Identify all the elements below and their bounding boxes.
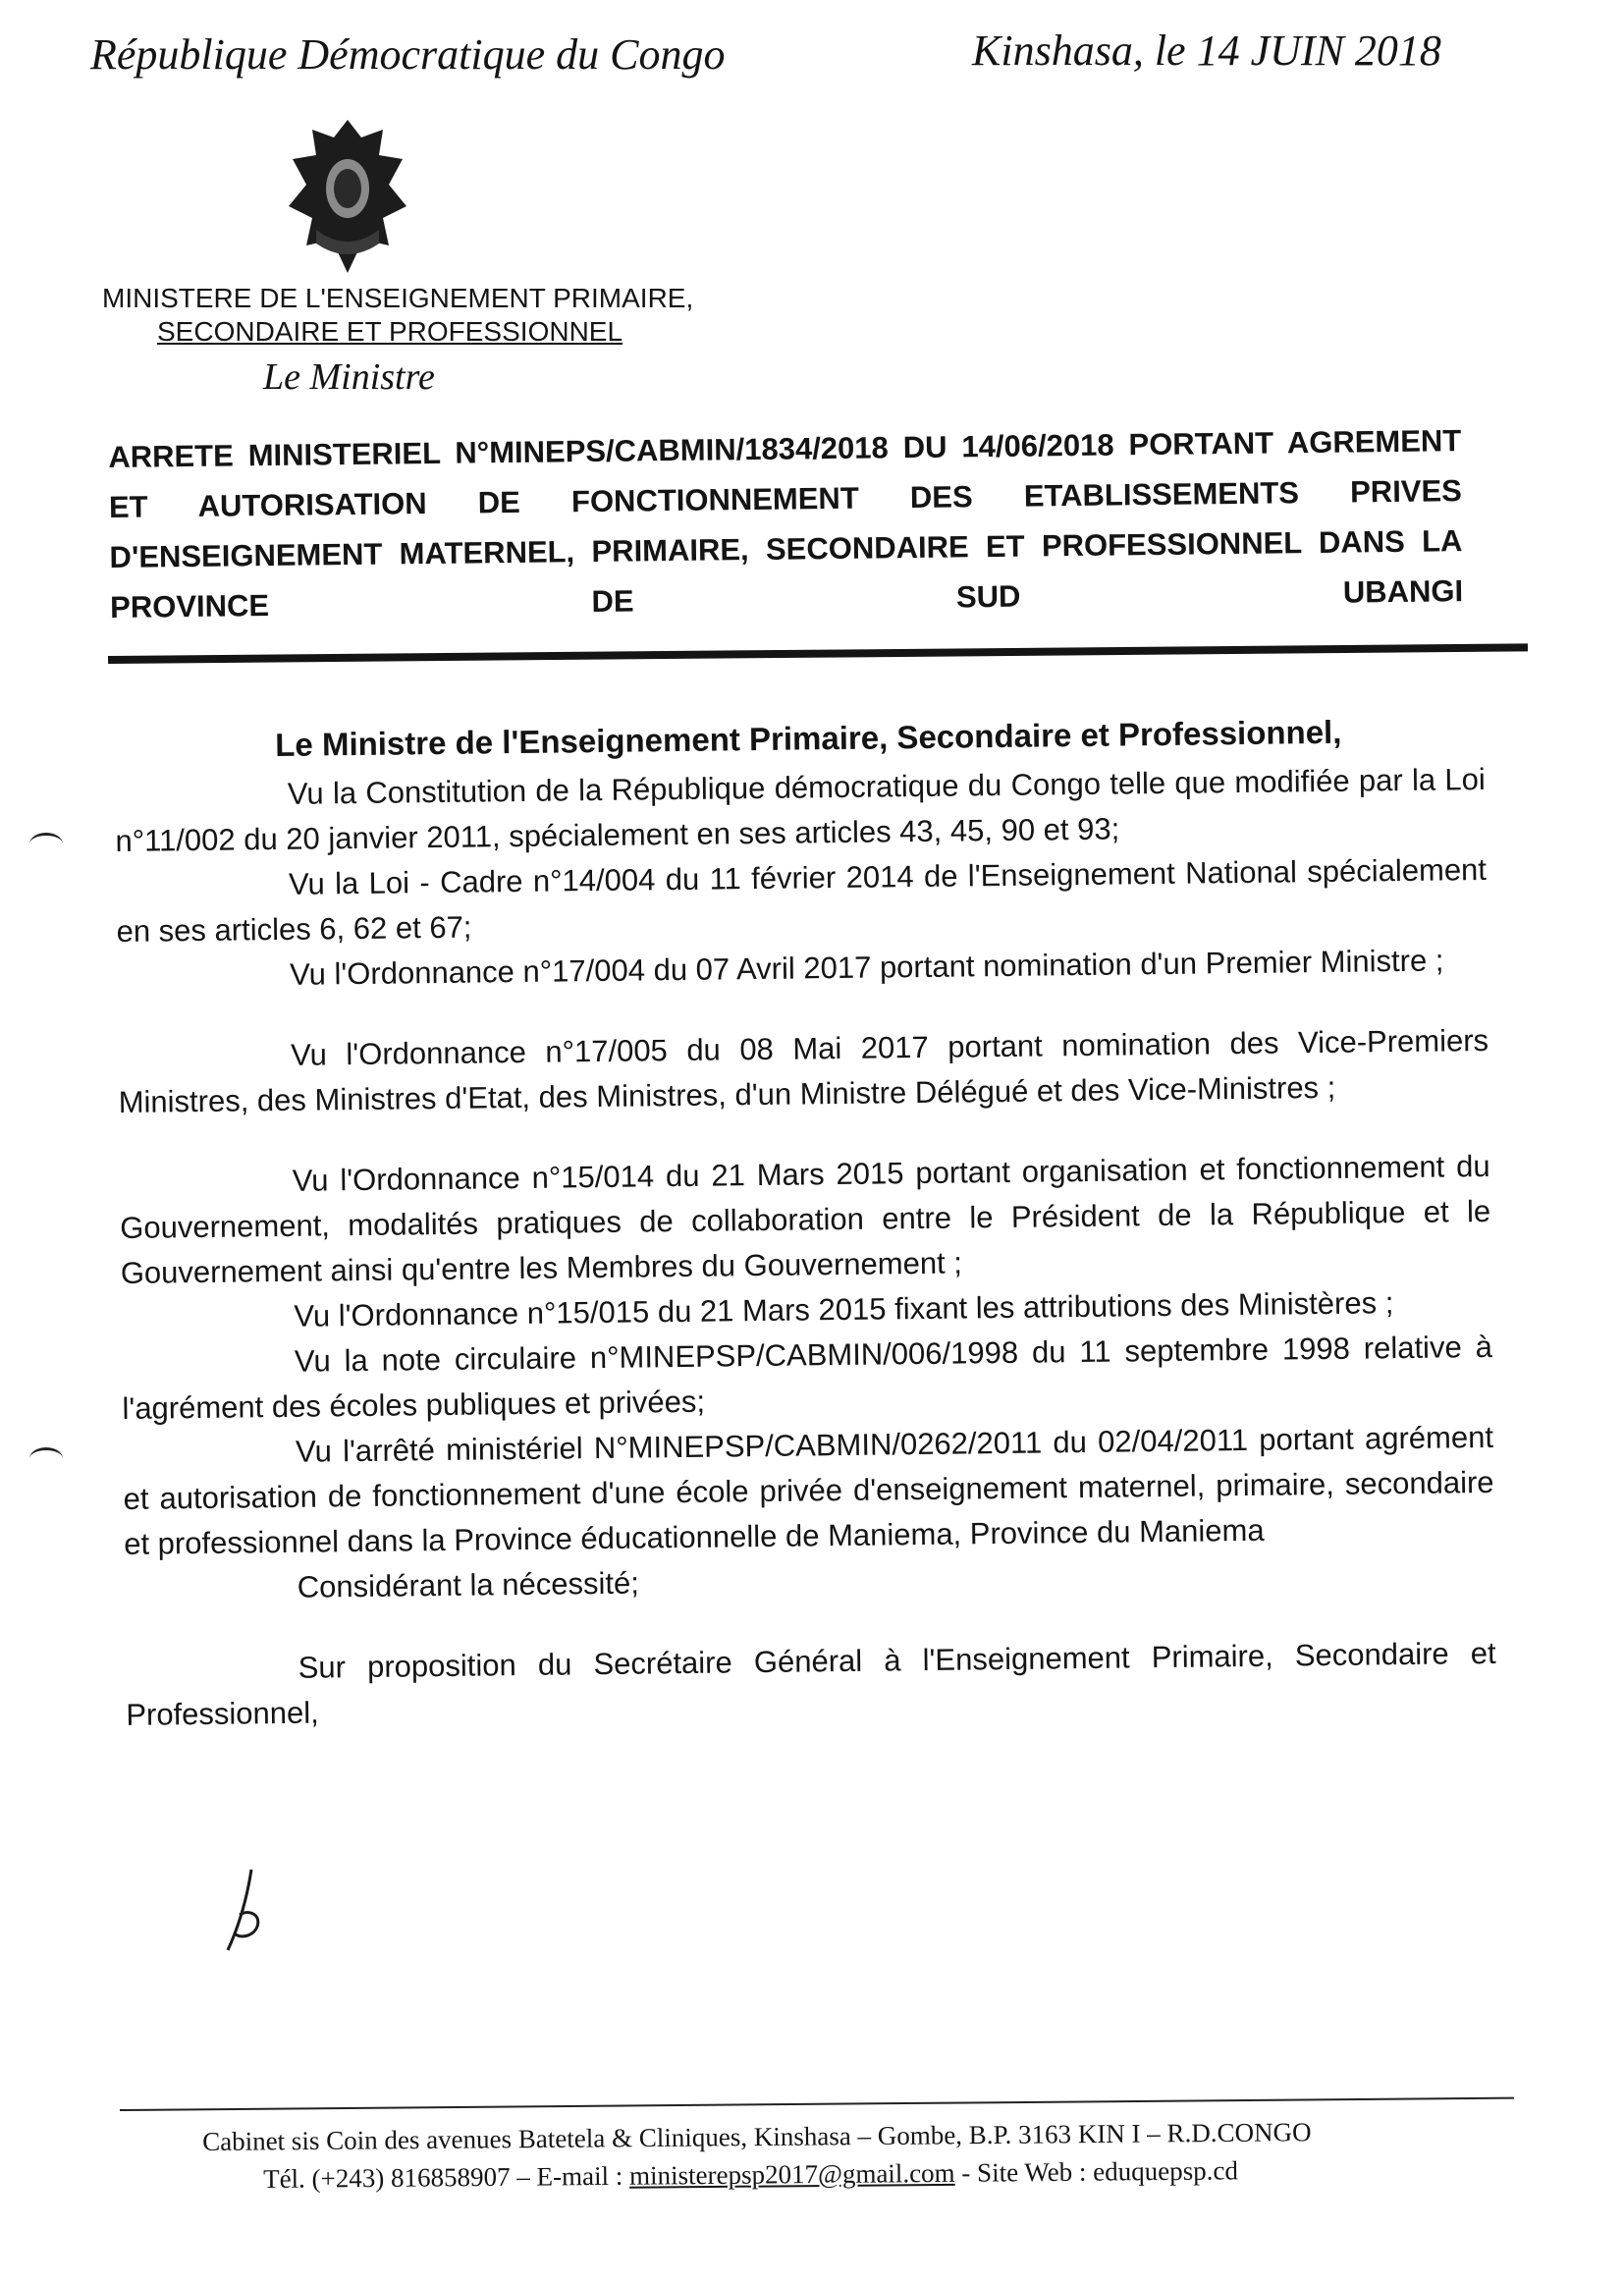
paragraph-proposition: Sur proposition du Secrétaire Général à l'Enseignement Primaire, Secondaire et Professionnel, (126, 1635, 1496, 1732)
paragraph-considerant: Considérant la nécessité; (297, 1565, 640, 1604)
footer-divider (120, 2097, 1514, 2111)
paragraph-note-circulaire: Vu la note circulaire n°MINEPSP/CABMIN/006/1998 du 11 septembre 1998 relative à l'agrément des écoles publiques et privées; (122, 1329, 1493, 1426)
footer-phone: Tél. (+243) 816858907 – E-mail : (263, 2160, 630, 2194)
ministry-name-line2: SECONDAIRE ET PROFESSIONNEL (157, 316, 623, 347)
ministry-name-line1: MINISTERE DE L'ENSEIGNEMENT PRIMAIRE, (102, 283, 694, 313)
footer-contact (263, 2155, 1238, 2195)
paragraph-ordonnance-premier-ministre: Vu l'Ordonnance n°17/004 du 07 Avril 2017 portant nomination d'un Premier Ministre ; (289, 943, 1444, 992)
margin-mark (29, 1447, 63, 1470)
republic-header: République Démocratique du Congo (90, 30, 726, 79)
paragraph-ordonnance-organisation: Vu l'Ordonnance n°15/014 du 21 Mars 2015 portant organisation et fonctionnement du Gouvernement, modalités pratiques de collaboration entre le Président de la République et le Gouvernement ainsi qu'entre les Membres du Gouvernement ; (120, 1148, 1491, 1290)
footer-website: - Site Web : eduquepsp.cd (954, 2155, 1239, 2188)
coat-of-arms-icon (287, 116, 408, 281)
margin-mark (29, 833, 63, 855)
paragraph-ordonnance-vice-premiers: Vu l'Ordonnance n°17/005 du 08 Mai 2017 portant nomination des Vice-Premiers Ministres, des Ministres d'Etat, des Ministres, d'un Ministre Délégué et des Vice-Ministres ; (118, 1022, 1489, 1119)
paragraph-arrete-maniema: Vu l'arrêté ministériel N°MINEPSP/CABMIN/0262/2011 du 02/04/2011 portant agrément et autorisation de fonctionnement d'une école privée d'enseignement maternel, primaire, secondaire et professionnel dans la Province éducationnelle de Maniema, Province du Maniema (123, 1419, 1494, 1561)
footer-address: Cabinet sis Coin des avenues Batetela & Cliniques, Kinshasa – Gombe, B.P. 3163 KIN I – R.D.CONGO (202, 2117, 1312, 2156)
title-divider (108, 643, 1528, 664)
paragraph-loi-cadre: Vu la Loi - Cadre n°14/004 du 11 février 2014 de l'Enseignement National spécialement en ses articles 6, 62 et 67; (116, 851, 1488, 949)
footer-email-link[interactable]: ministerepsp2017@gmail.com (628, 2157, 955, 2191)
body-heading: Le Ministre de l'Enseignement Primaire, Secondaire et Professionnel, (275, 713, 1342, 763)
paragraph-constitution: Vu la Constitution de la République démocratique du Congo telle que modifiée par la Loi n°11/002 du 20 janvier 2011, spécialement en ses articles 43, 45, 90 et 93; (115, 761, 1486, 858)
paragraph-ordonnance-attributions: Vu l'Ordonnance n°15/015 du 21 Mars 2015 fixant les attributions des Ministères ; (294, 1285, 1394, 1333)
place-date: Kinshasa, le 14 JUIN 2018 (972, 27, 1441, 75)
decree-body (114, 708, 1497, 1738)
decree-title: ARRETE MINISTERIEL N°MINEPS/CABMIN/1834/2018 DU 14/06/2018 PORTANT AGREMENT ET AUTORISATION DE FONCTIONNEMENT DES ETABLISSEMENTS PRIVES D'ENSEIGNEMENT MATERNEL, PRIMAIRE, SECONDAIRE ET PROFESSIONNEL DANS LA PROVINCE DE SUD UBANGI (108, 423, 1464, 625)
handwritten-initial-icon (222, 1866, 281, 1954)
minister-signature: Le Ministre (263, 356, 435, 398)
